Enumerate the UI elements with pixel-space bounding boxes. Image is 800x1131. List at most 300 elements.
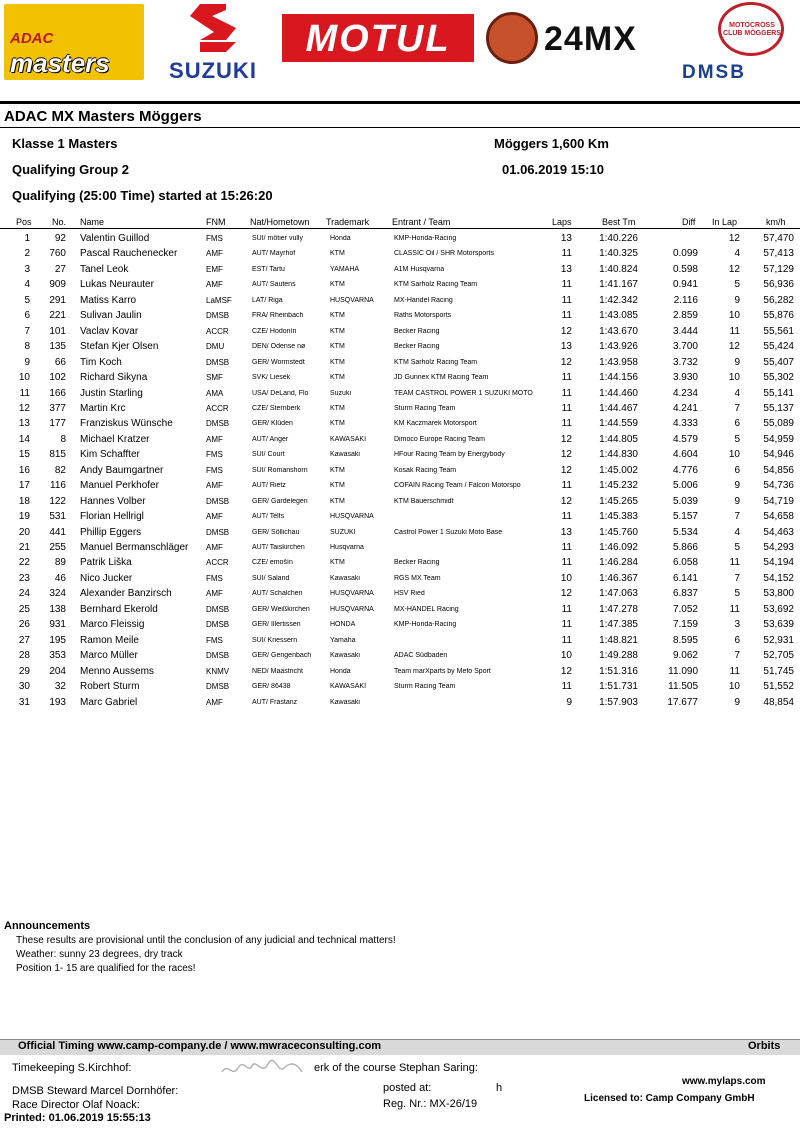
cell-kmh: 53,639 bbox=[763, 619, 794, 631]
table-row bbox=[0, 588, 800, 603]
cell-best: 1:47.278 bbox=[599, 603, 638, 615]
group-label: Qualifying Group 2 bbox=[12, 162, 130, 177]
cell-fnm: FMS bbox=[206, 635, 223, 645]
clerk-label: erk of the course Stephan Saring: bbox=[314, 1062, 478, 1074]
cell-best: 1:42.342 bbox=[599, 294, 638, 306]
cell-team: KM Kaczmarek Motorsport bbox=[394, 420, 477, 428]
signature-icon bbox=[218, 1058, 304, 1080]
cell-team: Kosak Racing Team bbox=[394, 466, 457, 474]
cell-name: Richard Sikyna bbox=[80, 372, 148, 384]
cell-pos: 16 bbox=[18, 464, 30, 476]
adac-masters-logo bbox=[4, 4, 144, 80]
cell-nat: GER/ Illertissen bbox=[252, 621, 301, 629]
24mx-logo bbox=[486, 12, 698, 68]
cell-team: KTM Sarholz Racing Team bbox=[394, 281, 478, 289]
cell-diff: 6.058 bbox=[672, 557, 698, 569]
table-row bbox=[0, 434, 800, 449]
cell-name: Nico Jucker bbox=[80, 572, 133, 584]
cell-laps: 11 bbox=[561, 634, 572, 646]
col-nat: Nat/Hometown bbox=[250, 217, 310, 227]
cell-inlap: 4 bbox=[734, 248, 740, 260]
cell-laps: 12 bbox=[560, 464, 572, 476]
cell-best: 1:45.002 bbox=[599, 464, 638, 476]
cell-diff: 9.062 bbox=[672, 650, 698, 662]
header-divider bbox=[0, 101, 800, 104]
table-row bbox=[0, 310, 800, 325]
cell-name: Alexander Banzirsch bbox=[80, 588, 172, 600]
cell-best: 1:45.760 bbox=[599, 526, 638, 538]
cell-no: 760 bbox=[49, 248, 66, 260]
cell-fnm: EMF bbox=[206, 264, 223, 274]
cell-name: Tanel Leok bbox=[80, 263, 129, 275]
cell-inlap: 12 bbox=[728, 233, 740, 244]
cell-no: 46 bbox=[54, 572, 66, 584]
cell-no: 204 bbox=[49, 665, 66, 677]
cell-no: 32 bbox=[54, 681, 66, 693]
cell-diff: 0.598 bbox=[672, 263, 698, 275]
cell-no: 353 bbox=[49, 650, 66, 662]
cell-name: Andy Baumgartner bbox=[80, 464, 164, 476]
cell-laps: 13 bbox=[560, 341, 572, 353]
cell-nat: GER/ Gengenbach bbox=[252, 652, 312, 660]
cell-laps: 13 bbox=[560, 526, 572, 538]
cell-inlap: 5 bbox=[734, 542, 740, 553]
cell-kmh: 54,736 bbox=[763, 480, 794, 492]
24mx-helmet-icon bbox=[486, 12, 538, 64]
cell-laps: 11 bbox=[561, 557, 572, 569]
cell-no: 102 bbox=[49, 372, 66, 384]
cell-kmh: 57,470 bbox=[763, 233, 794, 244]
cell-kmh: 55,302 bbox=[763, 372, 794, 384]
cell-diff: 4.241 bbox=[672, 402, 698, 414]
cell-fnm: DMSB bbox=[206, 357, 230, 367]
cell-best: 1:46.284 bbox=[599, 557, 638, 569]
cell-diff: 11.090 bbox=[668, 665, 698, 677]
cell-pos: 26 bbox=[18, 619, 30, 631]
cell-diff: 3.930 bbox=[672, 372, 698, 384]
suzuki-logo-text: SUZUKI bbox=[169, 58, 257, 83]
table-row bbox=[0, 666, 800, 681]
cell-nat: GER/ Weißkirchen bbox=[252, 605, 310, 613]
cell-nat: LAT/ Riga bbox=[252, 296, 283, 304]
motocross-club-logo bbox=[714, 2, 792, 58]
cell-kmh: 54,194 bbox=[763, 557, 794, 569]
announcement-line: Position 1- 15 are qualified for the races! bbox=[16, 963, 196, 974]
cell-no: 441 bbox=[49, 526, 66, 538]
cell-laps: 11 bbox=[561, 310, 572, 322]
cell-diff: 0.941 bbox=[672, 279, 698, 291]
table-row bbox=[0, 233, 800, 248]
cell-tm: Honda bbox=[330, 667, 351, 675]
race-director-label: Race Director Olaf Noack: bbox=[12, 1099, 140, 1111]
cell-nat: AUT/ Schalchen bbox=[252, 590, 303, 598]
cell-tm: KTM bbox=[330, 404, 345, 412]
cell-fnm: DMSB bbox=[206, 527, 230, 537]
masters-logo-text: masters bbox=[10, 48, 110, 78]
cell-diff: 4.604 bbox=[672, 449, 698, 461]
cell-inlap: 9 bbox=[734, 495, 740, 507]
cell-tm: YAMAHA bbox=[330, 265, 360, 273]
cell-diff: 2.859 bbox=[672, 310, 698, 322]
title-divider bbox=[0, 127, 800, 128]
table-row bbox=[0, 619, 800, 634]
table-row bbox=[0, 697, 800, 712]
cell-pos: 4 bbox=[24, 279, 30, 291]
cell-fnm: FMS bbox=[206, 450, 223, 460]
cell-tm: Kawasaki bbox=[330, 574, 360, 582]
cell-team: Raths Motorsports bbox=[394, 312, 452, 320]
cell-best: 1:45.232 bbox=[599, 480, 638, 492]
cell-kmh: 55,407 bbox=[763, 356, 794, 368]
cell-best: 1:40.226 bbox=[599, 233, 638, 244]
cell-inlap: 10 bbox=[728, 449, 740, 461]
table-row bbox=[0, 604, 800, 619]
cell-diff: 8.595 bbox=[672, 634, 698, 646]
cell-fnm: AMF bbox=[206, 249, 223, 259]
table-row bbox=[0, 449, 800, 464]
cell-inlap: 12 bbox=[728, 341, 740, 353]
cell-inlap: 6 bbox=[734, 418, 740, 430]
cell-diff: 4.776 bbox=[672, 464, 698, 476]
cell-kmh: 54,293 bbox=[763, 542, 794, 553]
cell-diff: 4.333 bbox=[672, 418, 698, 430]
cell-fnm: AMF bbox=[206, 434, 223, 444]
cell-tm: HUSQVARNA bbox=[330, 296, 374, 304]
col-pos: Pos bbox=[16, 217, 32, 227]
cell-no: 8 bbox=[60, 433, 66, 445]
table-row bbox=[0, 542, 800, 557]
cell-no: 66 bbox=[54, 356, 66, 368]
cell-no: 92 bbox=[54, 233, 66, 244]
cell-nat: GER/ Klüden bbox=[252, 420, 293, 428]
cell-team: KTM Sarholz Racing Team bbox=[394, 358, 478, 366]
cell-inlap: 10 bbox=[728, 372, 740, 384]
cell-laps: 12 bbox=[560, 588, 572, 600]
cell-nat: SVK/ Liesek bbox=[252, 374, 291, 382]
cell-tm: KTM bbox=[330, 559, 345, 567]
cell-diff: 5.534 bbox=[672, 526, 698, 538]
cell-pos: 29 bbox=[18, 665, 30, 677]
mylaps-link[interactable]: www.mylaps.com bbox=[682, 1076, 766, 1087]
cell-no: 377 bbox=[49, 402, 66, 414]
cell-nat: GER/ Wormstedt bbox=[252, 358, 305, 366]
cell-laps: 13 bbox=[560, 263, 572, 275]
cell-inlap: 4 bbox=[734, 526, 740, 538]
cell-kmh: 51,745 bbox=[763, 665, 794, 677]
cell-tm: Kawasaki bbox=[330, 698, 360, 706]
table-row bbox=[0, 388, 800, 403]
announcement-line: Weather: sunny 23 degrees, dry track bbox=[16, 949, 183, 960]
cell-pos: 20 bbox=[18, 526, 30, 538]
col-inlap: In Lap bbox=[712, 217, 738, 227]
cell-inlap: 7 bbox=[734, 650, 740, 662]
cell-team: Becker Racing bbox=[394, 343, 440, 351]
cell-pos: 14 bbox=[18, 433, 30, 445]
cell-nat: AUT/ Rietz bbox=[252, 482, 286, 490]
cell-diff: 17.677 bbox=[667, 696, 698, 708]
cell-kmh: 55,876 bbox=[763, 310, 794, 322]
cell-nat: GER/ Söllichau bbox=[252, 528, 300, 536]
cell-pos: 12 bbox=[18, 402, 30, 414]
cell-fnm: ACCR bbox=[206, 403, 229, 413]
cell-nat: CZE/ emošín bbox=[252, 559, 293, 567]
cell-kmh: 55,089 bbox=[763, 418, 794, 430]
cell-tm: KTM bbox=[330, 343, 345, 351]
cell-fnm: DMSB bbox=[206, 419, 230, 429]
cell-tm: Honda bbox=[330, 235, 351, 242]
table-row bbox=[0, 650, 800, 665]
session-label: Qualifying (25:00 Time) started at 15:26:20 bbox=[12, 188, 273, 203]
cell-name: Robert Sturm bbox=[80, 681, 140, 693]
posted-at-label: posted at: bbox=[383, 1082, 432, 1094]
cell-pos: 28 bbox=[18, 650, 30, 662]
cell-fnm: KNMV bbox=[206, 666, 230, 676]
cell-diff: 11.505 bbox=[668, 681, 698, 693]
col-trademark: Trademark bbox=[326, 217, 370, 227]
cell-best: 1:44.156 bbox=[599, 372, 638, 384]
cell-laps: 10 bbox=[560, 572, 572, 584]
cell-fnm: FMS bbox=[206, 573, 223, 583]
cell-tm: KTM bbox=[330, 281, 345, 289]
cell-best: 1:48.821 bbox=[599, 634, 638, 646]
cell-kmh: 53,692 bbox=[763, 603, 794, 615]
cell-pos: 6 bbox=[24, 310, 30, 322]
cell-inlap: 9 bbox=[734, 480, 740, 492]
cell-kmh: 55,141 bbox=[763, 387, 794, 399]
cell-fnm: AMF bbox=[206, 280, 223, 290]
cell-inlap: 5 bbox=[734, 279, 740, 291]
cell-diff: 7.159 bbox=[672, 619, 698, 631]
cell-name: Hannes Volber bbox=[80, 495, 146, 507]
cell-inlap: 11 bbox=[729, 603, 740, 615]
cell-nat: DEN/ Odense nø bbox=[252, 343, 306, 351]
announcements-title: Announcements bbox=[4, 920, 91, 932]
cell-tm: HUSQVARNA bbox=[330, 513, 374, 521]
cell-tm: Husqvarna bbox=[330, 544, 364, 551]
cell-no: 291 bbox=[49, 294, 66, 306]
cell-laps: 13 bbox=[560, 233, 572, 244]
cell-pos: 11 bbox=[19, 387, 30, 399]
cell-nat: SUI/ Saland bbox=[252, 574, 290, 582]
cell-laps: 11 bbox=[561, 387, 572, 399]
cell-fnm: AMF bbox=[206, 543, 223, 552]
cell-kmh: 56,282 bbox=[763, 294, 794, 306]
cell-nat: AUT/ Mayrhof bbox=[252, 250, 296, 258]
cell-best: 1:43.670 bbox=[599, 325, 638, 337]
cell-fnm: DMU bbox=[206, 342, 225, 352]
cell-fnm: AMF bbox=[206, 512, 223, 522]
cell-tm: Yamaha bbox=[330, 636, 356, 644]
cell-team: KMP-Honda-Racing bbox=[394, 235, 457, 242]
cell-name: Marco Müller bbox=[80, 650, 138, 662]
cell-no: 166 bbox=[49, 387, 66, 399]
cell-diff: 2.116 bbox=[673, 294, 698, 306]
cell-laps: 12 bbox=[560, 433, 572, 445]
cell-pos: 13 bbox=[18, 418, 30, 430]
cell-laps: 11 bbox=[561, 681, 572, 693]
cell-no: 193 bbox=[49, 696, 66, 708]
cell-no: 221 bbox=[49, 310, 66, 322]
cell-best: 1:40.824 bbox=[599, 263, 638, 275]
table-row bbox=[0, 527, 800, 542]
club-logo-text: MOTOCROSS CLUB MÖGGERS bbox=[723, 22, 781, 37]
cell-pos: 22 bbox=[18, 557, 30, 569]
cell-best: 1:51.731 bbox=[599, 681, 638, 693]
cell-best: 1:43.926 bbox=[599, 341, 638, 353]
cell-name: Marc Gabriel bbox=[80, 696, 138, 708]
cell-no: 82 bbox=[54, 464, 66, 476]
cell-team: TEAM CASTROL POWER 1 SUZUKI MOTO bbox=[394, 389, 533, 397]
cell-kmh: 52,931 bbox=[763, 634, 794, 646]
cell-tm: KAWASAKI bbox=[330, 683, 367, 691]
cell-diff: 7.052 bbox=[672, 603, 698, 615]
cell-diff: 4.579 bbox=[672, 433, 698, 445]
cell-tm: KTM bbox=[330, 250, 345, 258]
cell-inlap: 6 bbox=[734, 634, 740, 646]
col-diff: Diff bbox=[682, 217, 696, 227]
cell-name: Tim Koch bbox=[80, 356, 122, 368]
cell-best: 1:44.559 bbox=[599, 418, 638, 430]
cell-kmh: 55,137 bbox=[763, 402, 794, 414]
cell-kmh: 52,705 bbox=[763, 650, 794, 662]
cell-tm: KTM bbox=[330, 312, 345, 320]
cell-diff: 6.837 bbox=[672, 588, 698, 600]
cell-laps: 11 bbox=[561, 248, 572, 260]
cell-pos: 17 bbox=[18, 480, 30, 492]
cell-kmh: 55,424 bbox=[763, 341, 794, 353]
cell-nat: USA/ DeLand, Flo bbox=[252, 389, 309, 397]
cell-team: Sturm Racing Team bbox=[394, 683, 456, 691]
cell-no: 909 bbox=[49, 279, 66, 291]
cell-inlap: 9 bbox=[734, 294, 740, 306]
cell-team: KMP-Honda-Racing bbox=[394, 621, 457, 629]
cell-best: 1:51.316 bbox=[599, 665, 638, 677]
cell-no: 931 bbox=[49, 619, 66, 631]
cell-pos: 3 bbox=[24, 263, 30, 275]
cell-nat: NED/ Maastricht bbox=[252, 667, 303, 675]
cell-kmh: 54,463 bbox=[763, 526, 794, 538]
cell-no: 27 bbox=[54, 263, 66, 275]
cell-diff: 6.141 bbox=[672, 572, 698, 584]
table-row bbox=[0, 418, 800, 433]
cell-name: Martin Krc bbox=[80, 402, 126, 414]
cell-nat: AUT/ Anger bbox=[252, 435, 289, 443]
cell-name: Ramon Meile bbox=[80, 634, 139, 646]
cell-inlap: 7 bbox=[734, 572, 740, 584]
cell-fnm: FMS bbox=[206, 465, 223, 475]
steward-label: DMSB Steward Marcel Dornhöfer: bbox=[12, 1085, 179, 1097]
cell-tm: KTM bbox=[330, 358, 345, 366]
cell-laps: 11 bbox=[561, 619, 572, 631]
cell-inlap: 7 bbox=[734, 511, 740, 523]
table-row bbox=[0, 511, 800, 526]
cell-tm: KTM bbox=[330, 374, 345, 382]
cell-laps: 11 bbox=[561, 418, 572, 430]
cell-team: Team marXparts by Mefo Sport bbox=[394, 667, 491, 675]
cell-pos: 30 bbox=[18, 681, 30, 693]
cell-name: Patrik Liška bbox=[80, 557, 132, 569]
cell-pos: 23 bbox=[18, 572, 30, 584]
cell-team: ADAC Südbaden bbox=[394, 652, 448, 660]
cell-pos: 18 bbox=[18, 495, 30, 507]
cell-best: 1:47.385 bbox=[599, 619, 638, 631]
cell-fnm: DMSB bbox=[206, 496, 230, 506]
cell-pos: 5 bbox=[24, 294, 30, 306]
cell-best: 1:40.325 bbox=[599, 248, 638, 260]
col-no: No. bbox=[52, 217, 67, 227]
cell-laps: 12 bbox=[560, 449, 572, 461]
orbits-text: Orbits bbox=[748, 1040, 781, 1052]
cell-kmh: 56,936 bbox=[763, 279, 794, 291]
cell-laps: 10 bbox=[560, 650, 572, 662]
cell-nat: SUI/ Court bbox=[252, 451, 285, 459]
venue-label: Möggers 1,600 Km bbox=[494, 136, 609, 151]
cell-name: Justin Starling bbox=[80, 387, 143, 399]
cell-diff: 0.099 bbox=[672, 248, 698, 260]
cell-nat: AUT/ Taiskirchen bbox=[252, 544, 305, 551]
printed-timestamp: Printed: 01.06.2019 15:55:13 bbox=[4, 1112, 151, 1124]
cell-pos: 25 bbox=[18, 603, 30, 615]
table-row bbox=[0, 681, 800, 696]
cell-tm: KTM bbox=[330, 466, 345, 474]
cell-nat: AUT/ Sautens bbox=[252, 281, 296, 289]
cell-pos: 31 bbox=[18, 696, 30, 708]
cell-no: 177 bbox=[49, 418, 66, 430]
suzuki-s-icon bbox=[186, 2, 240, 54]
cell-nat: SUI/ Romanshorn bbox=[252, 466, 308, 474]
cell-fnm: DMSB bbox=[206, 651, 230, 661]
cell-team: JD Gunnex KTM Racing Team bbox=[394, 374, 489, 382]
cell-diff: 3.700 bbox=[672, 341, 698, 353]
cell-laps: 12 bbox=[560, 495, 572, 507]
cell-kmh: 57,129 bbox=[763, 263, 794, 275]
cell-inlap: 12 bbox=[728, 263, 740, 275]
cell-laps: 11 bbox=[561, 372, 572, 384]
cell-name: Vaclav Kovar bbox=[80, 325, 139, 337]
cell-pos: 1 bbox=[24, 233, 30, 244]
cell-kmh: 48,854 bbox=[763, 696, 794, 708]
table-row bbox=[0, 496, 800, 511]
cell-laps: 11 bbox=[561, 402, 572, 414]
cell-no: 89 bbox=[54, 557, 66, 569]
cell-no: 116 bbox=[50, 480, 66, 492]
cell-inlap: 7 bbox=[734, 402, 740, 414]
cell-tm: Kawasaki bbox=[330, 451, 360, 459]
cell-tm: Suzuki bbox=[330, 389, 352, 397]
cell-best: 1:44.460 bbox=[599, 387, 638, 399]
cell-no: 122 bbox=[49, 495, 66, 507]
cell-name: Sulivan Jaulin bbox=[80, 310, 142, 322]
cell-nat: FRA/ Rheinbach bbox=[252, 312, 304, 320]
cell-pos: 21 bbox=[18, 542, 30, 553]
cell-no: 531 bbox=[49, 511, 66, 523]
col-team: Entrant / Team bbox=[392, 217, 451, 227]
table-row bbox=[0, 326, 800, 341]
cell-name: Phillip Eggers bbox=[80, 526, 142, 538]
cell-kmh: 54,719 bbox=[763, 495, 794, 507]
cell-pos: 27 bbox=[18, 634, 30, 646]
cell-fnm: AMF bbox=[206, 697, 223, 707]
cell-laps: 11 bbox=[561, 542, 572, 553]
cell-inlap: 3 bbox=[734, 619, 740, 631]
cell-best: 1:45.265 bbox=[599, 495, 638, 507]
col-best: Best Tm bbox=[602, 217, 636, 227]
cell-best: 1:44.830 bbox=[599, 449, 638, 461]
cell-best: 1:46.367 bbox=[599, 572, 638, 584]
cell-team: Sturm Racing Team bbox=[394, 404, 456, 412]
cell-name: Bernhard Ekerold bbox=[80, 603, 158, 615]
cell-fnm: DMSB bbox=[206, 682, 230, 692]
